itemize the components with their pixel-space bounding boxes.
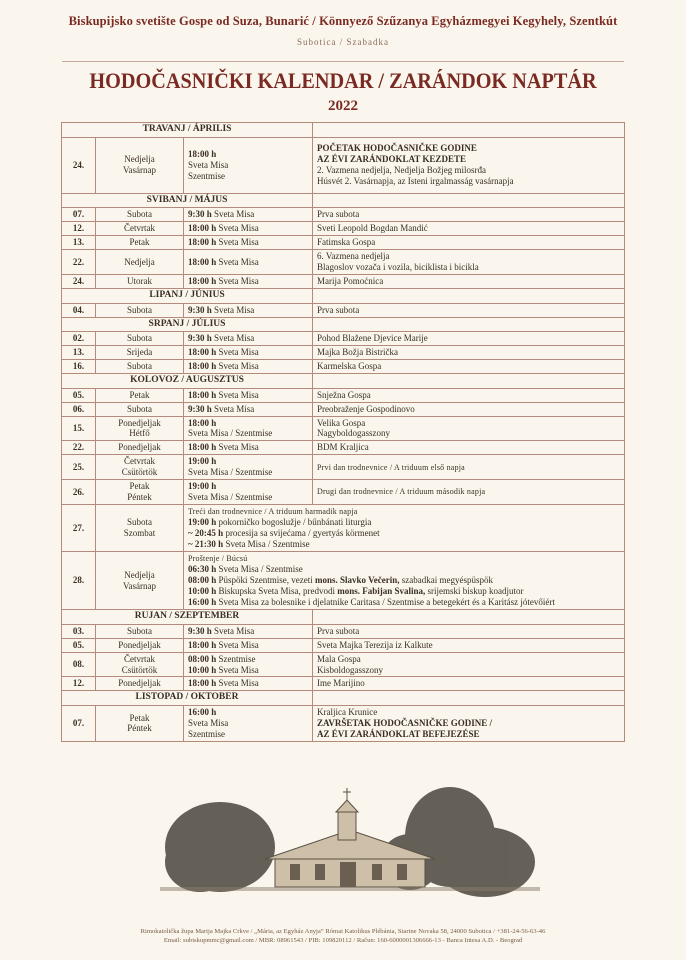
table-row: 12. Četvrtak 18:00 h Sveta Misa Sveti Leopold Bogdan Mandić	[62, 222, 625, 236]
header	[0, 14, 686, 47]
table-row: 13. Srijeda 18:00 h Sveta Misa Majka Božja Bistrička	[62, 346, 625, 360]
month-may: SVIBANJ / MÁJUS	[62, 193, 313, 208]
weekday: Nedjelja Vasárnap	[96, 137, 184, 193]
month-april: TRAVANJ / ÁPRILIS	[62, 123, 313, 138]
table-row	[62, 137, 625, 193]
table-row: 15. Ponedjeljak Hétfő 18:00 h Sveta Misa / Szentmise Velika Gospa Nagyboldogasszony	[62, 416, 625, 441]
month-october: LISTOPAD / OKTOBER	[62, 691, 313, 706]
table-row: 16. Subota 18:00 h Sveta Misa Karmelska Gospa	[62, 360, 625, 374]
institution-name: Biskupijsko svetište Gospe od Suza, Bunarić / Könnyező Szűzanya Egyházmegyei Kegyhely, Szentkút	[68, 14, 618, 28]
table-row: 02. Subota 9:30 h Sveta Misa Pohod Blažene Djevice Marije	[62, 332, 625, 346]
table-row: 03. Subota 9:30 h Sveta Misa Prva subota	[62, 624, 625, 638]
church-illustration	[150, 782, 550, 907]
month-june: LIPANJ / JÚNIUS	[62, 288, 313, 303]
month-row	[62, 317, 625, 332]
month-row	[62, 691, 625, 706]
table-row: 26. Petak Péntek 19:00 h Sveta Misa / Szentmise Drugi dan trodnevnice / A triduum második napja	[62, 480, 625, 505]
table-row: 25. Četvrtak Csütörtök 19:00 h Sveta Misa / Szentmise Prvi dan trodnevnice / A triduum első napja	[62, 455, 625, 480]
footer	[0, 927, 686, 945]
table-row: 07. Subota 9:30 h Sveta Misa Prva subota	[62, 208, 625, 222]
footer-contact: Email: subiskupmmc@gmail.com / MBR: 08961543 / PIB: 109820112 / Račun: 160-6000001306666-13 - Banca Intesa A.D. - Beograd	[163, 937, 523, 945]
header-divider	[62, 61, 624, 62]
month-row	[62, 193, 625, 208]
event-cell: POČETAK HODOČASNIČKE GODINE AZ ÉVI ZARÁNDOKLAT KEZDETE 2. Vazmena nedjelja, Nedjelja Božjeg milosrđa Húsvét 2. Vasárnapja, az Isteni irgalmasság vasárnapja	[313, 137, 625, 193]
table-row: 05. Petak 18:00 h Sveta Misa Snježna Gospa	[62, 388, 625, 402]
table-row: 04. Subota 9:30 h Sveta Misa Prva subota	[62, 303, 625, 317]
table-row: 05. Ponedjeljak 18:00 h Sveta Misa Sveta Majka Terezija iz Kalkute	[62, 638, 625, 652]
table-row: 08. Četvrtak Csütörtök 08:00 h Szentmise 10:00 h Sveta Misa Mala Gospa Kisboldogasszony	[62, 652, 625, 677]
table-row: 24. Utorak 18:00 h Sveta Misa Marija Pomoćnica	[62, 275, 625, 289]
month-july: SRPANJ / JÚLIUS	[62, 317, 313, 332]
month-row	[62, 610, 625, 625]
footer-address: Rimokatolička župa Marija Majka Crkve / „Mária, az Egyház Anyja” Római Katolikus Plébánia, Starine Novaka 58, 24000 Subotica / +381-24-56-63-46	[140, 928, 546, 935]
month-row	[62, 374, 625, 389]
table-row: 22. Ponedjeljak 18:00 h Sveta Misa BDM Kraljica	[62, 441, 625, 455]
page-title: HODOČASNIČKI KALENDAR / ZARÁNDOK NAPTÁR	[89, 68, 597, 93]
table-row: 27. Subota Szombat Treći dan trodnevnice / A triduum harmadik napja 19:00 h pokorničko bogoslužje / bűnbánati liturgia ~ 20:45 h procesija sa svijećama / gyertyás körmenet ~ 21:30 h Sveta Misa / Szentmise	[62, 505, 625, 552]
month-september: RUJAN / SZEPTEMBER	[62, 610, 313, 625]
month-row	[62, 288, 625, 303]
table-row: 07. Petak Péntek 16:00 h Sveta Misa Szentmise Kraljica Krunice ZAVRŠETAK HODOČASNIČKE GODINE / AZ ÉVI ZARÁNDOKLAT BEFEJEZÉSE	[62, 706, 625, 742]
month-august: KOLOVOZ / AUGUSZTUS	[62, 374, 313, 389]
location: Subotica / Szabadka	[297, 37, 389, 47]
date: 24.	[62, 137, 96, 193]
year: 2022	[328, 98, 358, 114]
time-cell: 18:00 h Sveta Misa Szentmise	[184, 137, 313, 193]
table-row: 28. Nedjelja Vasárnap Proštenje / Búcsú 06:30 h Sveta Misa / Szentmise 08:00 h Püspöki Szentmise, vezeti mons. Slavko Večerin, szabadkai megyéspüspök 10:00 h Biskupska Sveta Misa, predvodi mons. Fabijan Svalina, srijemski biskup koadjutor 16:00 h Sveta Misa za bolesnike i djelatnike Caritasa / Szentmise a betegekért és a Karitász jótevőiért	[62, 552, 625, 610]
table-row: 06. Subota 9:30 h Sveta Misa Preobraženje Gospodinovo	[62, 402, 625, 416]
table-row: 12. Ponedjeljak 18:00 h Sveta Misa Ime Marijino	[62, 677, 625, 691]
table-row: 22. Nedjelja 18:00 h Sveta Misa 6. Vazmena nedjelja Blagoslov vozača i vozila, biciklista i bicikla	[62, 250, 625, 275]
table-row: 13. Petak 18:00 h Sveta Misa Fatimska Gospa	[62, 236, 625, 250]
calendar-table	[61, 122, 625, 742]
month-row	[62, 123, 625, 138]
